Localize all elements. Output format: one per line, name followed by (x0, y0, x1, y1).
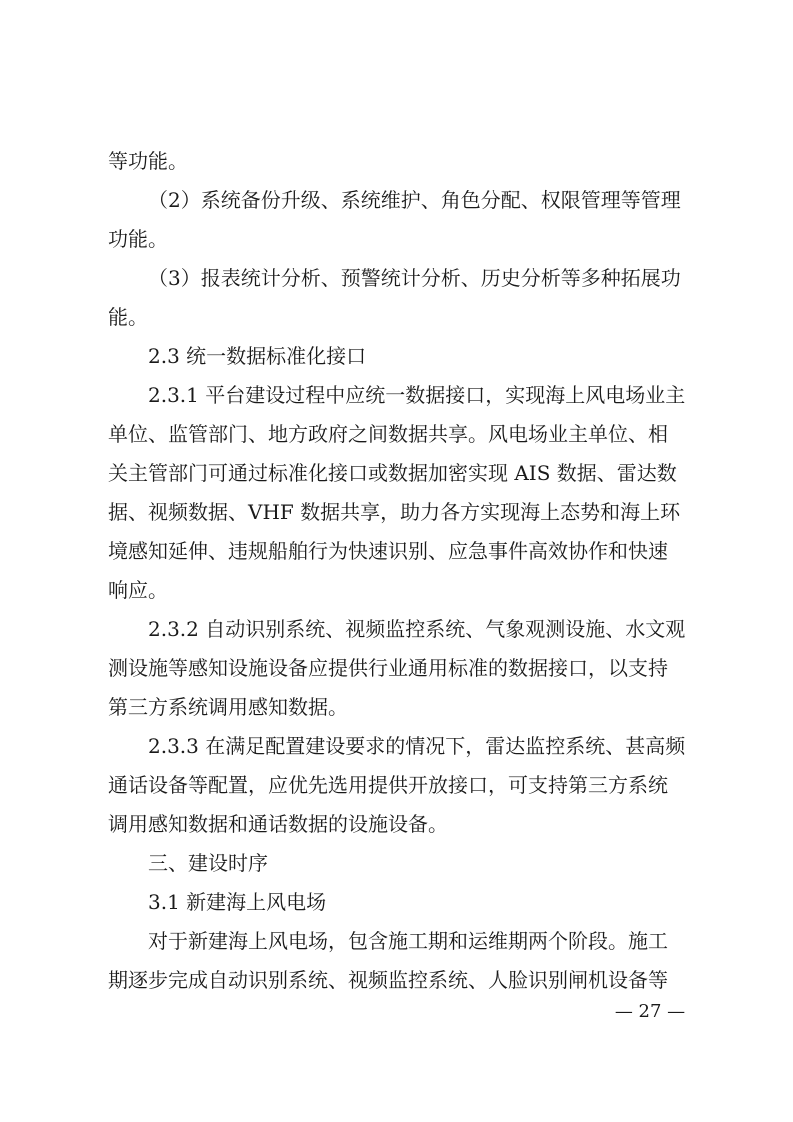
text-line: 测设施等感知设施设备应提供行业通用标准的数据接口，以支持 (108, 656, 668, 680)
text-line: 据、视频数据、VHF 数据共享，助力各方实现海上态势和海上环 (108, 500, 681, 524)
text-line: 单位、监管部门、地方政府之间数据共享。风电场业主单位、相 (108, 422, 668, 446)
text-line: （3）报表统计分析、预警统计分析、历史分析等多种拓展功 (148, 266, 681, 290)
text-line: 通话设备等配置，应优先选用提供开放接口，可支持第三方系统 (108, 773, 668, 797)
text-line: 关主管部门可通过标准化接口或数据加密实现 AIS 数据、雷达数 (108, 461, 677, 485)
text-line: 第三方系统调用感知数据。 (108, 695, 348, 719)
text-line: 期逐步完成自动识别系统、视频监控系统、人脸识别闸机设备等 (108, 968, 668, 992)
text-line: 2.3.1 平台建设过程中应统一数据接口，实现海上风电场业主 (148, 383, 686, 407)
section-heading: 2.3 统一数据标准化接口 (148, 344, 367, 368)
text-line: 对于新建海上风电场，包含施工期和运维期两个阶段。施工 (148, 929, 668, 953)
text-line: 境感知延伸、违规船舶行为快速识别、应急事件高效协作和快速 (108, 539, 668, 563)
section-heading: 三、建设时序 (148, 851, 268, 875)
text-line: 调用感知数据和通话数据的设施设备。 (108, 812, 448, 836)
text-line: 2.3.3 在满足配置建设要求的情况下，雷达监控系统、甚高频 (148, 734, 686, 758)
text-line: （2）系统备份升级、系统维护、角色分配、权限管理等管理 (148, 188, 681, 212)
page-number: — 27 — (614, 1001, 686, 1022)
text-line: 2.3.2 自动识别系统、视频监控系统、气象观测设施、水文观 (148, 617, 686, 641)
text-line: 功能。 (108, 227, 168, 251)
section-heading: 3.1 新建海上风电场 (148, 890, 327, 914)
text-line: 等功能。 (108, 149, 188, 173)
text-line: 响应。 (108, 578, 168, 602)
text-line: 能。 (108, 305, 148, 329)
